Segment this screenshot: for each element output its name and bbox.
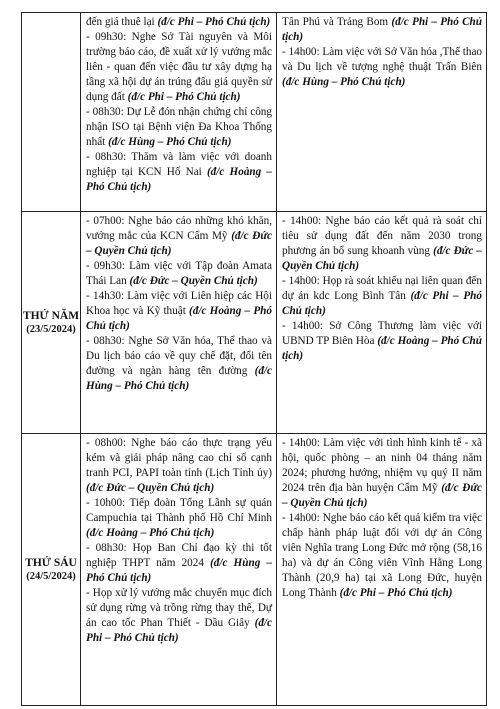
entry-text: - 14h00: Làm việc với tình hình kinh tế - xã hội, quốc phòng – an ninh 04 tháng năm 2024; phương hướng, nhiệm vụ quý II năm 2024 trên địa bàn huyện Cẩm Mỹ — [282, 437, 482, 494]
entry-leader: (đ/c Hoàng – Phó Chủ tịch) — [86, 527, 215, 539]
schedule-table — [21, 12, 487, 706]
entry-leader: (đ/c Đức – Quyền Chủ tịch) — [282, 482, 482, 509]
entry-text: - 14h00: Làm việc với Sở Văn hóa ,Thể thao và Du lịch về tượng nghệ thuật Trấn Biên — [282, 46, 482, 73]
schedule-entry — [282, 45, 482, 90]
entry-leader: (đ/c Đức – Quyền Chủ tịch) — [86, 230, 273, 257]
schedule-entry — [86, 214, 272, 259]
entry-leader: (đ/c Phi – Phó Chủ tịch) — [86, 617, 272, 644]
entry-text: - 14h00: Nghe báo cáo kết quả kiểm tra việc chấp hành pháp luật đối với dự án Công viên Nghĩa trang Long Đức mở rộng (58,16 ha) và dự án Công viên Vĩnh Hằng Long Thành (20,9 ha) tại xã Long Đức, huyện Long Thành — [282, 512, 482, 599]
entry-leader: (đ/c Phi – Phó Chủ tịch) — [282, 290, 482, 317]
day-name: THỨ NĂM — [22, 310, 80, 322]
entry-text: đến giá thuê lại — [86, 16, 158, 28]
schedule-entry — [86, 289, 272, 334]
entry-text: Tân Phú và Trảng Bom — [282, 16, 392, 28]
schedule-entry — [86, 15, 272, 30]
schedule-entry — [282, 319, 482, 364]
entry-leader: (đ/c Hùng – Phó Chủ tịch) — [86, 557, 272, 584]
entry-text: - 14h00: Họp rà soát khiếu nại liên quan đến dự án kdc Long Bình Tân — [282, 275, 482, 302]
table-row — [22, 13, 487, 212]
table-row — [22, 212, 487, 434]
entry-leader: (đ/c Phi – Phó Chủ tịch) — [157, 16, 271, 28]
entry-text: - 09h30: Làm việc với Tập đoàn Amata Thái Lan — [86, 260, 272, 287]
schedule-entry — [282, 15, 482, 45]
schedule-entry — [86, 30, 272, 105]
table-row — [22, 434, 487, 706]
day-cell — [22, 13, 81, 212]
entry-text: - Họp xử lý vướng mắc chuyển mục đích sử dụng rừng và trồng rừng thay thế, Dự án cao tốc Phan Thiết - Dầu Giây — [86, 587, 272, 629]
schedule-entry — [282, 274, 482, 319]
day-date: (23/5/2024) — [26, 324, 76, 335]
schedule-entry — [86, 586, 272, 646]
day-date: (24/5/2024) — [26, 571, 76, 582]
day-name: THỨ SÁU — [25, 557, 77, 569]
morning-cell — [81, 434, 277, 706]
entry-text: - 14h00: Nghe báo cáo kết quả rà soát chỉ tiêu sử dụng đất đến năm 2030 trong phương án bổ sung khoanh vùng — [282, 215, 482, 257]
schedule-entry — [86, 541, 272, 586]
schedule-entry — [86, 105, 272, 150]
entry-leader: (đ/c Hoàng – Phó Chủ tịch) — [86, 166, 272, 193]
schedule-entry — [86, 496, 272, 541]
entry-leader: (đ/c Hoàng – Phó Chủ tịch) — [282, 335, 482, 362]
entry-leader: (đ/c Hoàng – Phó Chủ tịch) — [86, 305, 272, 332]
morning-cell — [81, 13, 277, 212]
schedule-sheet — [21, 12, 485, 706]
entry-text: - 10h00: Tiếp đoàn Tổng Lãnh sự quán Campuchia tại Thành phố Hồ Chí Minh — [86, 497, 272, 524]
entry-text: - 08h30: Họp Ban Chỉ đạo kỳ thi tốt nghiệp THPT năm 2024 — [86, 542, 272, 569]
schedule-entry — [86, 150, 272, 195]
entry-leader: (đ/c Đức – Quyền Chủ tịch) — [129, 275, 258, 287]
entry-leader: (đ/c Phi – Phó Chủ tịch) — [282, 16, 482, 43]
schedule-entry — [86, 334, 272, 394]
day-cell — [22, 212, 81, 434]
entry-leader: (đ/c Đức – Quyền Chủ tịch) — [282, 245, 483, 272]
entry-leader: (đ/c Phi – Phó Chủ tịch) — [127, 91, 241, 103]
entry-text: - 14h00: Sở Công Thương làm việc với UBND TP Biên Hòa — [282, 320, 482, 347]
schedule-entry — [86, 259, 272, 289]
entry-leader: (đ/c Hùng – Phó Chủ tịch) — [282, 76, 406, 88]
morning-cell — [81, 212, 277, 434]
schedule-entry — [282, 436, 482, 511]
entry-leader: (đ/c Đức – Quyền Chủ tịch) — [86, 482, 215, 494]
entry-leader: (đ/c Phi – Phó Chủ tịch) — [339, 587, 453, 599]
schedule-entry — [282, 214, 482, 274]
afternoon-cell — [277, 434, 487, 706]
entry-text: - 09h30: Nghe Sở Tài nguyên và Môi trường báo cáo, đề xuất xử lý vướng mắc liên - quan đến việc đầu tư xây dựng hạ tầng xã hội dự án trúng đấu giá quyền sử dụng đất — [86, 31, 272, 103]
schedule-entry — [282, 511, 482, 601]
entry-text: - 07h00: Nghe báo cáo những khó khăn, vướng mắc của KCN Cẩm Mỹ — [86, 215, 272, 242]
entry-text: - 14h30: Làm việc với Liên hiệp các Hội Khoa học và Kỹ thuật — [86, 290, 272, 317]
afternoon-cell — [277, 13, 487, 212]
entry-text: - 08h00: Nghe báo cáo thực trạng yếu kém và giải pháp nâng cao chỉ số cạnh tranh PCI, PAPI toàn tỉnh (Lịch Tỉnh ủy) — [86, 437, 272, 479]
schedule-entry — [86, 436, 272, 496]
entry-text: - 08h30: Thăm và làm việc với doanh nghiệp tại KCN Hố Nai — [86, 151, 272, 178]
afternoon-cell — [277, 212, 487, 434]
entry-text: - 08h30: Dự Lễ đón nhận chứng chỉ công nhận ISO tại Bệnh viện Đa Khoa Thống nhất — [86, 106, 272, 148]
day-cell — [22, 434, 81, 706]
entry-leader: (đ/c Hùng – Phó Chủ tịch) — [86, 365, 272, 392]
entry-leader: (đ/c Hùng – Phó Chủ tịch) — [108, 136, 232, 148]
entry-text: - 08h30: Nghe Sở Văn hóa, Thể thao và Du lịch báo cáo về quy chế đặt, đổi tên đường và ngàn hàng tên đường — [86, 335, 272, 377]
